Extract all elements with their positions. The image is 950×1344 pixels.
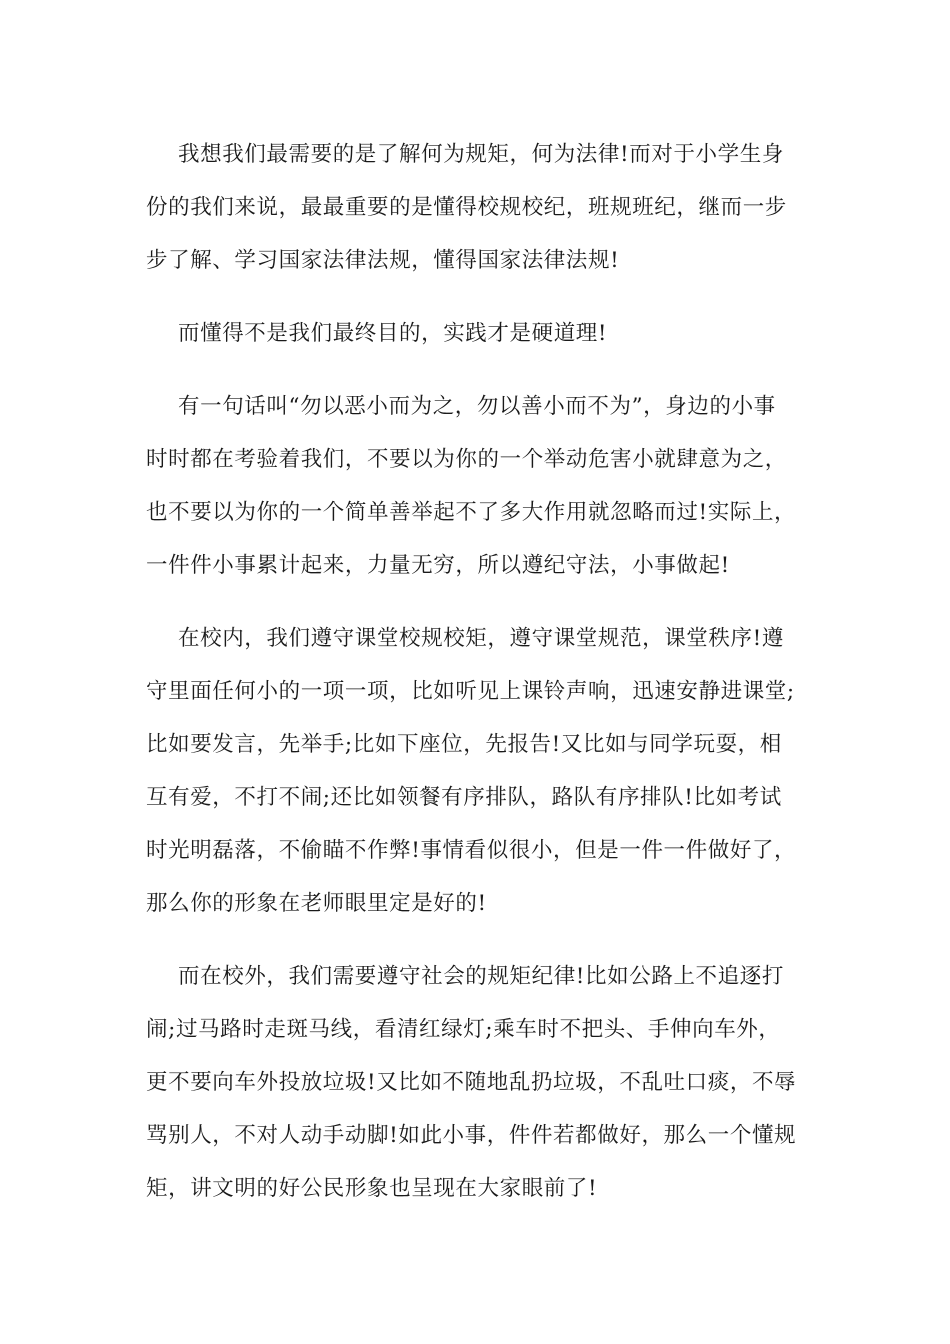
text-line: 也不要以为你的一个简单善举起不了多大作用就忽略而过!实际上，: [146, 500, 797, 525]
text-line: 更不要向车外投放垃圾!又比如不随地乱扔垃圾，不乱吐口痰，不辱: [146, 1070, 797, 1095]
document-body: [146, 128, 808, 1235]
text-line: 闹;过马路时走斑马线，看清红绿灯;乘车时不把头、手伸向车外，: [146, 1017, 781, 1042]
text-line: 时光明磊落，不偷瞄不作弊!事情看似很小，但是一件一件做好了，: [146, 838, 797, 863]
paragraph-1: [146, 128, 808, 287]
text-line: 步了解、学习国家法律法规，懂得国家法律法规!: [146, 248, 620, 273]
text-line: 那么你的形象在老师眼里定是好的!: [146, 891, 487, 916]
text-line: 矩，讲文明的好公民形象也呈现在大家眼前了!: [146, 1176, 598, 1201]
text-line: 一件件小事累计起来，力量无穷，所以遵纪守法，小事做起!: [146, 553, 730, 578]
paragraph-2: [146, 307, 808, 360]
text-line: 互有爱，不打不闹;还比如领餐有序排队，路队有序排队!比如考试: [146, 785, 782, 810]
text-line: 我想我们最需要的是了解何为规矩，何为法律!而对于小学生身: [178, 142, 784, 167]
text-line: 守里面任何小的一项一项，比如听见上课铃声响，迅速安静进课堂;: [146, 679, 795, 704]
text-line: 份的我们来说，最最重要的是懂得校规校纪，班规班纪，继而一步: [146, 195, 787, 220]
paragraph-3: [146, 380, 808, 592]
text-line: 而在校外，我们需要遵守社会的规矩纪律!比如公路上不追逐打: [178, 964, 784, 989]
text-line: 而懂得不是我们最终目的，实践才是硬道理!: [178, 321, 608, 346]
text-line: 骂别人，不对人动手动脚!如此小事，件件若都做好，那么一个懂规: [146, 1123, 797, 1148]
text-line: 在校内，我们遵守课堂校规校矩，遵守课堂规范，课堂秩序!遵: [178, 626, 784, 651]
text-line: 比如要发言，先举手;比如下座位，先报告!又比如与同学玩耍，相: [146, 732, 782, 757]
paragraph-4: [146, 612, 808, 930]
text-line: 时时都在考验着我们，不要以为你的一个举动危害小就肆意为之，: [146, 447, 787, 472]
text-line: 有一句话叫“勿以恶小而为之，勿以善小而不为”，身边的小事: [178, 394, 776, 419]
paragraph-5: [146, 950, 808, 1215]
